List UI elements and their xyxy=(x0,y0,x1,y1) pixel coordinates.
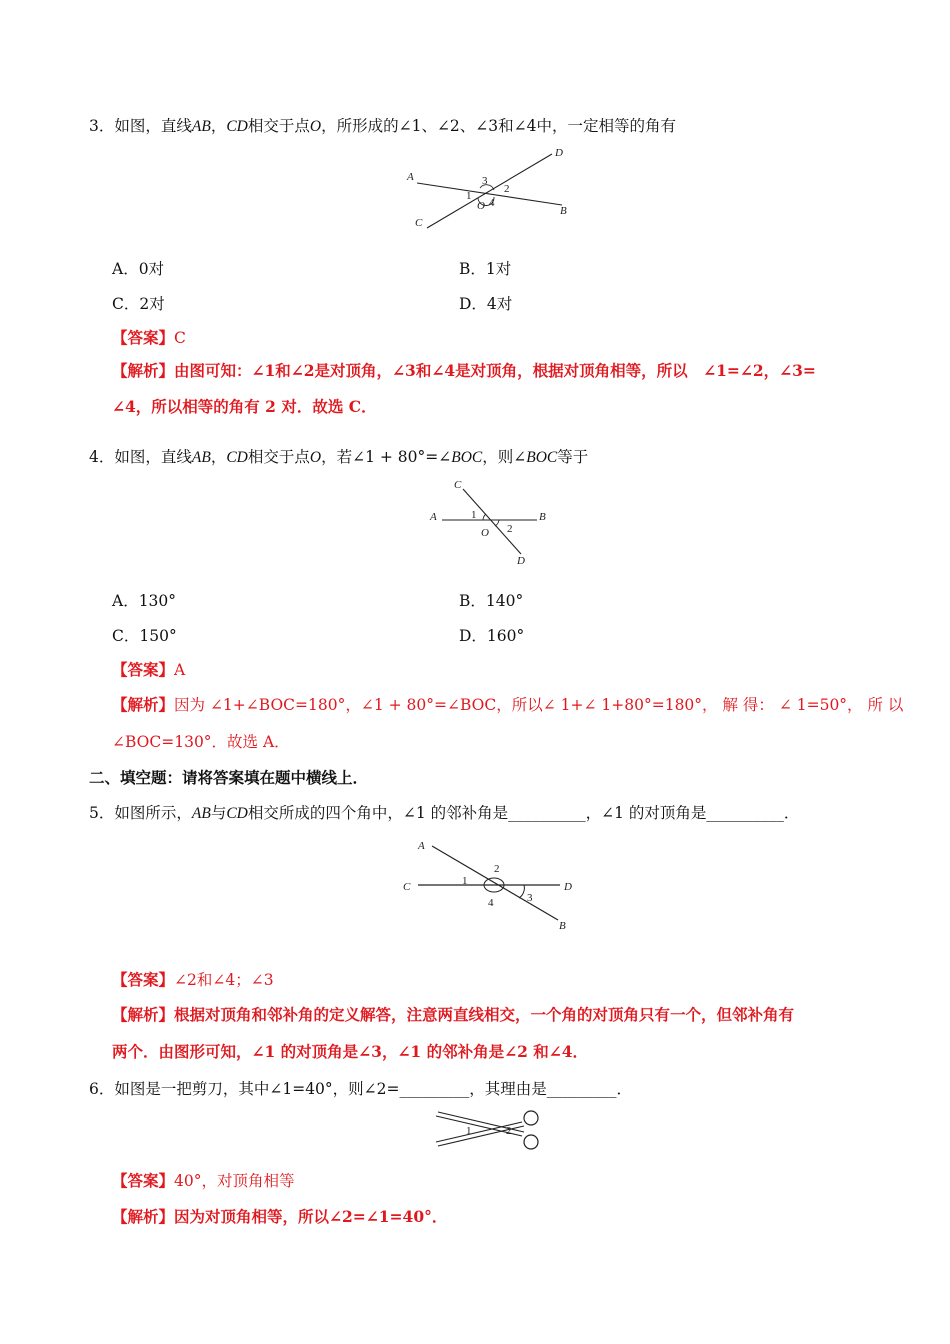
q3-label-A: A xyxy=(407,171,414,183)
q5-angle-arc-3 xyxy=(519,885,524,898)
q4-label-A: A xyxy=(430,511,437,523)
q3-label-D: D xyxy=(555,147,563,159)
q6-scissors-figure xyxy=(430,1104,550,1154)
q3-option-a: A．0对 xyxy=(112,260,165,278)
q3-label-O: O xyxy=(477,200,485,212)
q5-analysis-line2: 两个．由图形可知，∠1 的对顶角是∠3，∠1 的邻补角是∠2 和∠4． xyxy=(112,1042,589,1061)
q3-label-2: 2 xyxy=(504,183,510,195)
q4-line-cd xyxy=(463,489,521,554)
q6-label-1: 1 xyxy=(466,1125,472,1137)
q6-stem: 6．如图是一把剪刀，其中∠1=40°，则∠2=_________，其理由是_________． xyxy=(89,1080,633,1098)
q4-label-1: 1 xyxy=(471,509,477,521)
q4-angle-arc-2 xyxy=(495,520,499,526)
q3-stem: 3．如图，直线AB，CD相交于点O，所形成的∠1、∠2、∠3和∠4中，一定相等的角有 xyxy=(89,117,676,135)
q4-angle-arc-1 xyxy=(483,514,486,520)
q3-option-d: D．4对 xyxy=(459,295,513,313)
q4-option-d: D．160° xyxy=(459,627,525,645)
q5-label-A: A xyxy=(418,840,425,852)
q4-label-C: C xyxy=(454,479,462,491)
q6-handle-bottom xyxy=(524,1135,538,1149)
q3-label-B: B xyxy=(560,205,567,217)
q6-analysis: 【解析】因为对顶角相等，所以∠2=∠1=40°． xyxy=(112,1207,448,1226)
q5-label-3: 3 xyxy=(527,892,533,904)
q5-label-4: 4 xyxy=(488,897,494,909)
q5-analysis-line1: 【解析】根据对顶角和邻补角的定义解答，注意两直线相交，一个角的对顶角只有一个，但邻补角有 xyxy=(112,1005,795,1024)
q3-option-b: B．1对 xyxy=(459,260,512,278)
q4-option-c: C．150° xyxy=(112,627,177,645)
q5-stem: 5．如图所示，AB与CD相交所成的四个角中，∠1 的邻补角是__________，∠1 的对顶角是__________． xyxy=(89,804,800,822)
q5-label-B: B xyxy=(559,920,566,932)
q3-label-3: 3 xyxy=(482,175,488,187)
q4-analysis-line1: 【解析】因为 ∠1+∠BOC=180°，∠1 + 80°=∠BOC，所以∠ 1+∠ 1+80°=180°， 解 得： ∠ 1=50°， 所 以 xyxy=(112,695,904,714)
q4-stem: 4．如图，直线AB，CD相交于点O，若∠1 + 80°=∠BOC，则∠BOC等于 xyxy=(89,448,589,466)
q5-label-2: 2 xyxy=(494,863,500,875)
q4-label-D: D xyxy=(517,555,525,567)
q4-label-O: O xyxy=(481,527,489,539)
q6-answer: 【答案】40°，对顶角相等 xyxy=(112,1171,295,1190)
q3-label-1: 1 xyxy=(466,190,472,202)
q5-answer: 【答案】∠2和∠4；∠3 xyxy=(112,970,274,989)
q5-label-C: C xyxy=(403,881,411,893)
q3-label-4: 4 xyxy=(489,197,495,209)
q3-analysis-line2: ∠4，所以相等的角有 2 对．故选 C． xyxy=(112,397,377,416)
q5-line-ab xyxy=(432,846,558,920)
q4-label-B: B xyxy=(539,511,546,523)
section-heading-fill-in: 二、填空题：请将答案填在题中横线上． xyxy=(89,768,369,787)
q4-analysis-line2: ∠BOC=130°．故选 A． xyxy=(112,733,290,751)
q5-label-1: 1 xyxy=(462,875,468,887)
q3-option-c: C．2对 xyxy=(112,295,165,313)
q6-handle-top xyxy=(524,1111,538,1125)
q6-label-2: 2 xyxy=(506,1125,512,1137)
q4-option-a: A．130° xyxy=(112,592,177,610)
q5-figure xyxy=(398,834,588,934)
q3-line-cd xyxy=(427,154,552,228)
q5-label-D: D xyxy=(564,881,572,893)
q4-figure xyxy=(425,476,555,568)
q4-answer: 【答案】A xyxy=(112,660,186,679)
q4-option-b: B．140° xyxy=(459,592,524,610)
q3-figure xyxy=(400,140,580,235)
q4-label-2: 2 xyxy=(507,523,513,535)
q3-analysis-line1: 【解析】由图可知：∠1和∠2是对顶角，∠3和∠4是对顶角，根据对顶角相等，所以 ∠1=∠2，∠3= xyxy=(112,361,816,380)
q3-answer: 【答案】C xyxy=(112,328,186,347)
q3-label-C: C xyxy=(415,217,423,229)
